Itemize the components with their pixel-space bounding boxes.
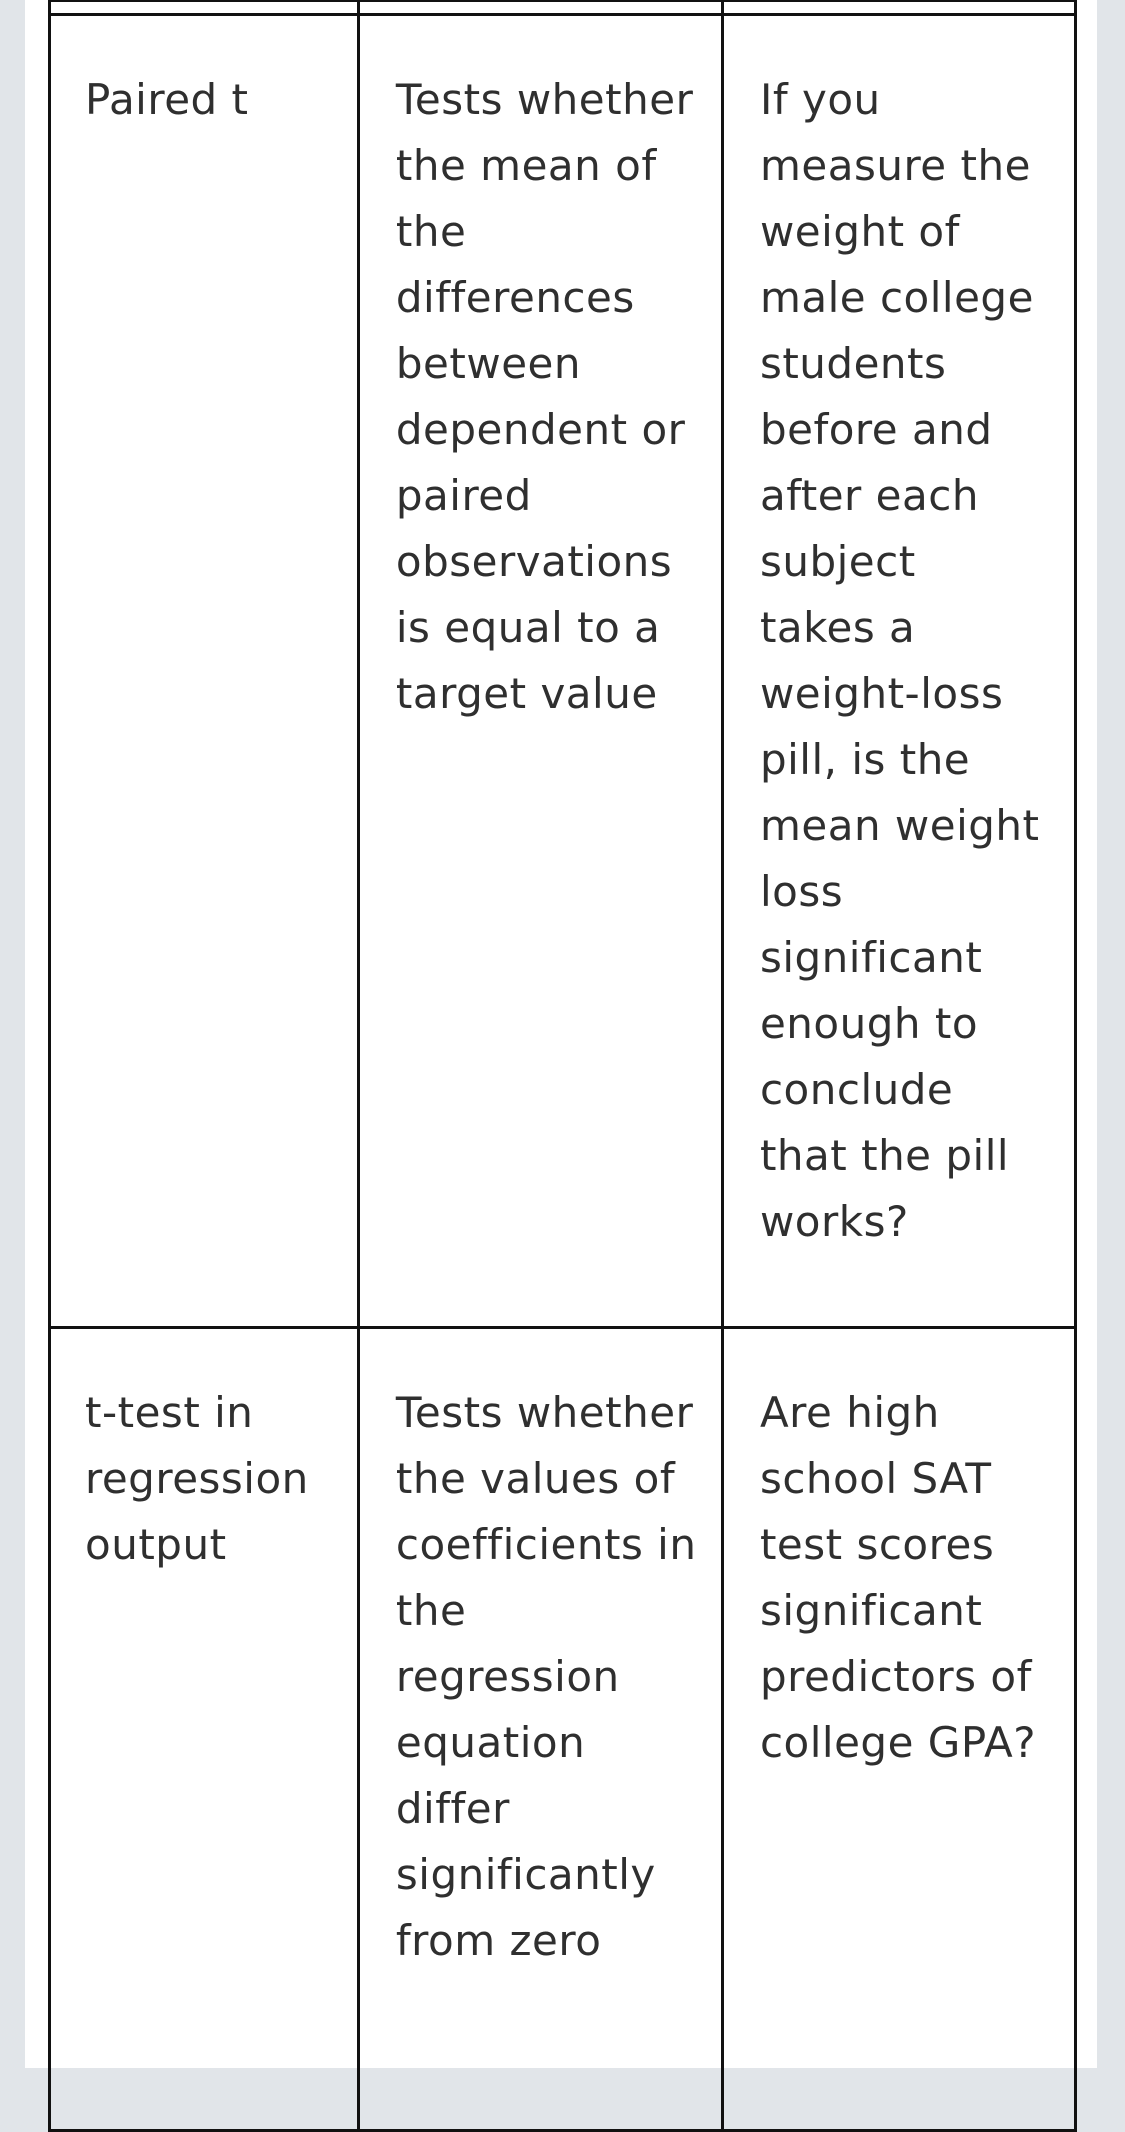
test-name: Paired t [85, 75, 249, 124]
t-test-comparison-table [48, 0, 1077, 2132]
test-name-cell [50, 1328, 359, 2131]
example-cell [722, 1328, 1075, 2131]
test-description: Tests whether the values of coefficients in the regression equation differ significantly from zero [395, 1388, 697, 1965]
test-example: If you measure the weight of male college students before and after each subject takes a weight-loss pill, is the mean weight loss significant enough to conclude that the pill works? [759, 75, 1040, 1246]
table-cell [50, 1, 359, 15]
test-example: Are high school SAT test scores significant predictors of college GPA? [759, 1388, 1036, 1767]
table-cell [722, 1, 1075, 15]
test-description: Tests whether the mean of the differences between dependent or paired observations is equal to a target value [395, 75, 694, 718]
table-row-previous-end [50, 1, 1076, 15]
description-cell [358, 1328, 722, 2131]
table-row [50, 1328, 1076, 2131]
table-cell [358, 1, 722, 15]
example-cell [722, 15, 1075, 1328]
test-name-cell [50, 15, 359, 1328]
table-row [50, 15, 1076, 1328]
description-cell [358, 15, 722, 1328]
test-name: t-test in regression output [85, 1388, 309, 1569]
